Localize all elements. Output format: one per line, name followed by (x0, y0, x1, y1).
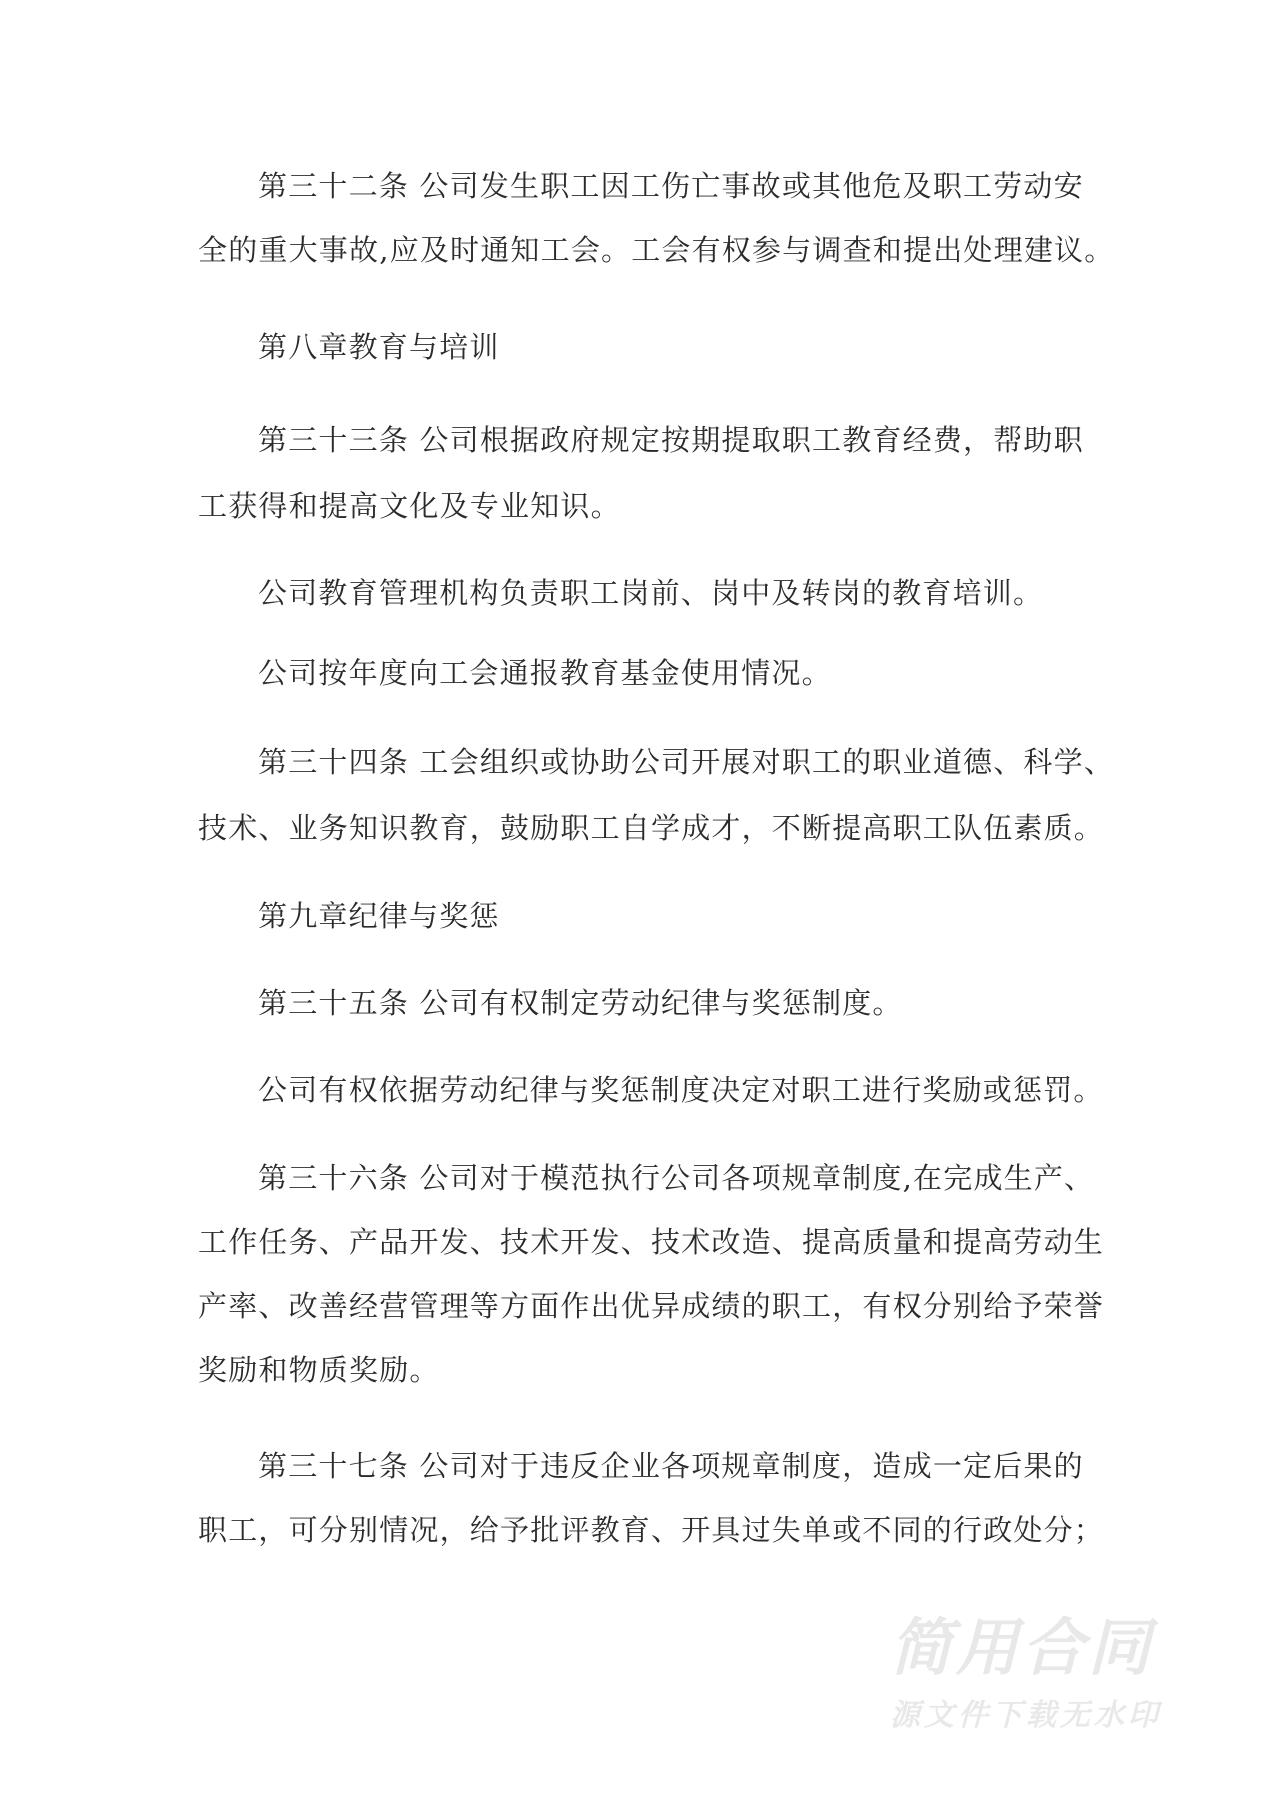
paragraph-line: 第三十七条 公司对于违反企业各项规章制度，造成一定后果的 (258, 1449, 1084, 1483)
watermark-slogan: 源文件下载无水印 (890, 1698, 1162, 1733)
paragraph-line: 公司按年度向工会通报教育基金使用情况。 (258, 656, 832, 690)
watermark-brand: 简用合同 (890, 1611, 1155, 1684)
paragraph-line: 第三十三条 公司根据政府规定按期提取职工教育经费，帮助职 (258, 423, 1084, 457)
paragraph-line: 第三十五条 公司有权制定劳动纪律与奖惩制度。 (258, 986, 903, 1020)
chapter-heading: 第八章教育与培训 (258, 330, 500, 364)
paragraph-line: 产率、改善经营管理等方面作出优异成绩的职工，有权分别给予荣誉 (198, 1289, 1105, 1323)
paragraph-line: 职工，可分别情况，给予批评教育、开具过失单或不同的行政处分； (198, 1513, 1105, 1547)
paragraph-line: 奖励和物质奖励。 (198, 1353, 440, 1387)
paragraph-line: 第三十六条 公司对于模范执行公司各项规章制度,在完成生产、 (258, 1161, 1095, 1195)
paragraph-line: 技术、业务知识教育，鼓励职工自学成才，不断提高职工队伍素质。 (198, 811, 1105, 845)
paragraph-line: 公司教育管理机构负责职工岗前、岗中及转岗的教育培训。 (258, 576, 1044, 610)
paragraph-line: 全的重大事故,应及时通知工会。工会有权参与调查和提出处理建议。 (198, 233, 1115, 267)
paragraph-line: 公司有权依据劳动纪律与奖惩制度决定对职工进行奖励或惩罚。 (258, 1073, 1104, 1107)
paragraph-line: 工获得和提高文化及专业知识。 (198, 489, 621, 523)
paragraph-line: 工作任务、产品开发、技术开发、技术改造、提高质量和提高劳动生 (198, 1225, 1105, 1259)
paragraph-line: 第三十二条 公司发生职工因工伤亡事故或其他危及职工劳动安 (258, 169, 1084, 203)
chapter-heading: 第九章纪律与奖惩 (258, 899, 500, 933)
paragraph-line: 第三十四条 工会组织或协助公司开展对职工的职业道德、科学、 (258, 745, 1115, 779)
